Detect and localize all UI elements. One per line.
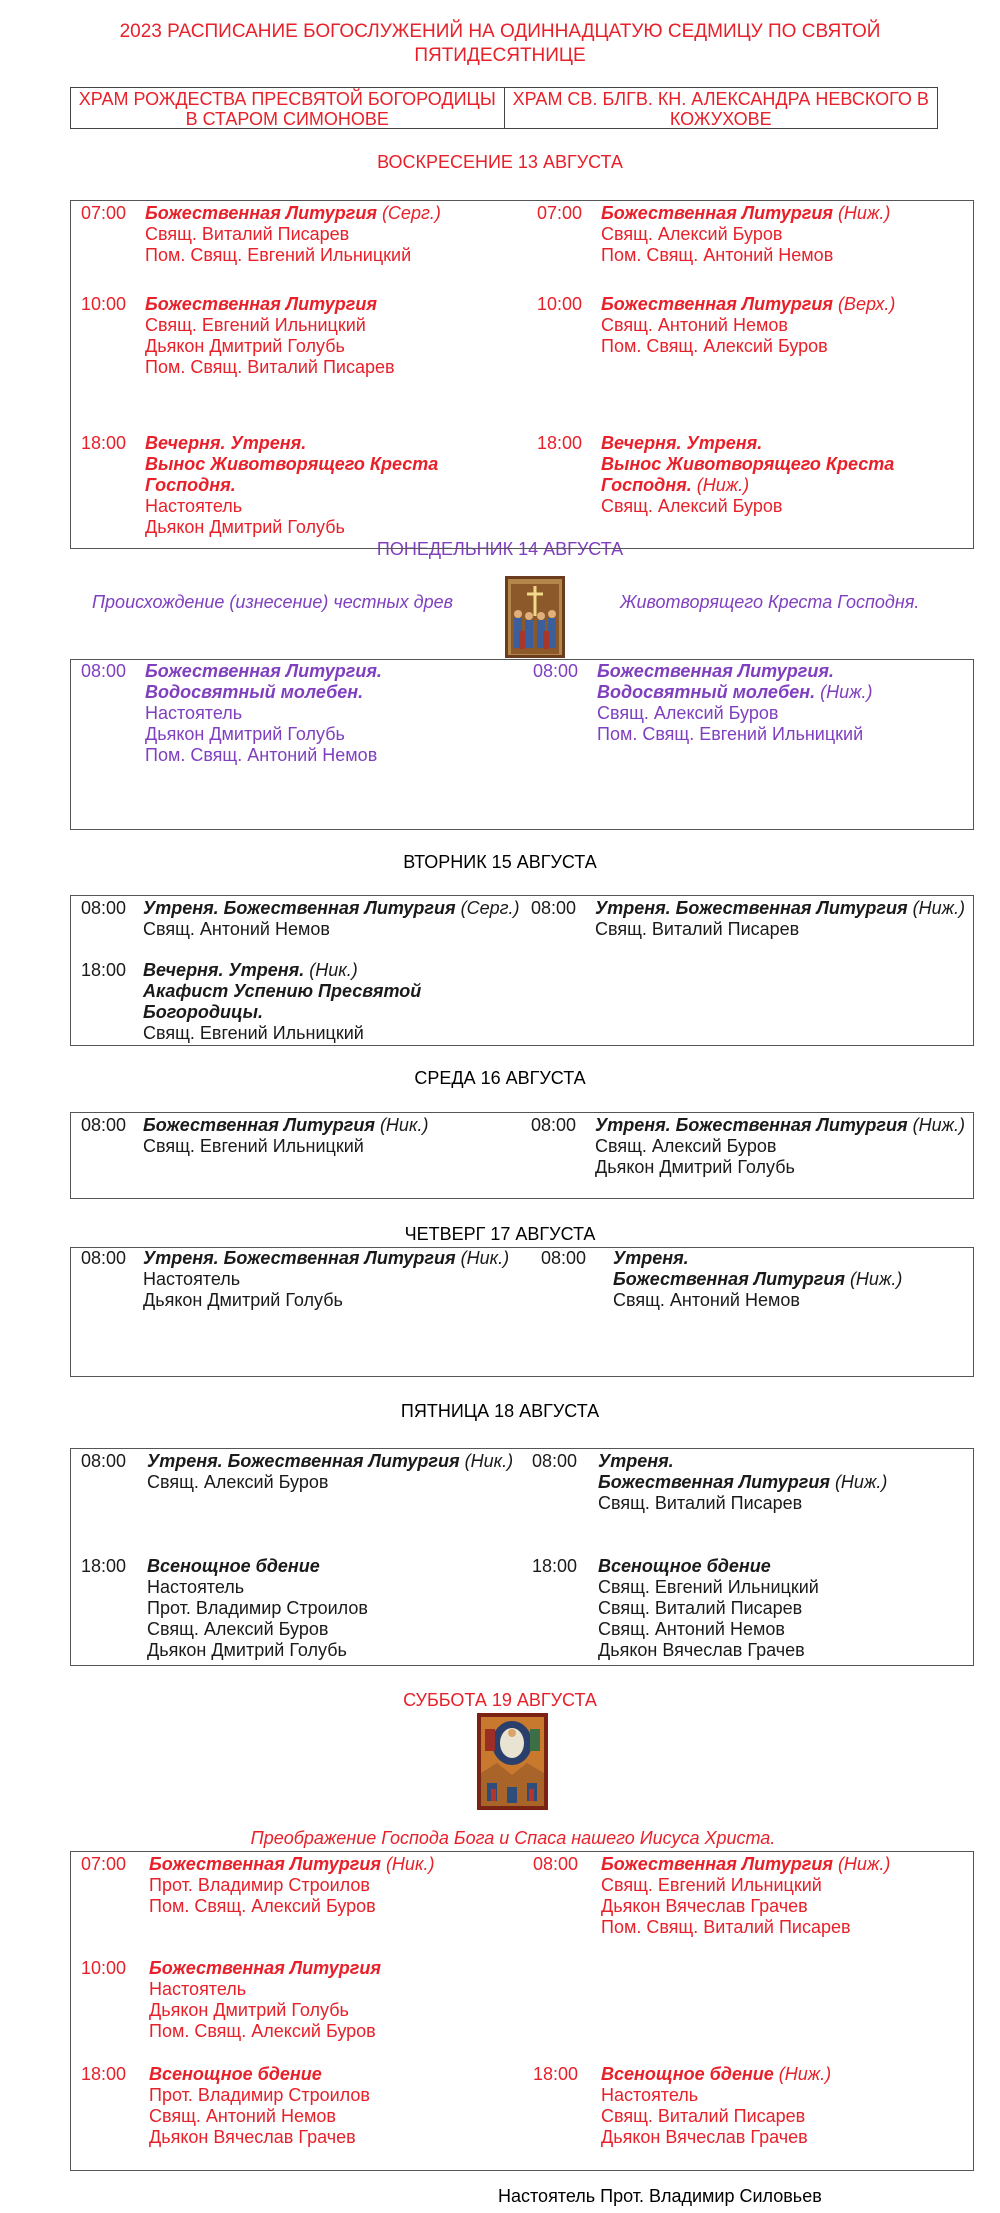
clergy-line: Свящ. Алексий Буров <box>601 224 783 244</box>
clergy-line: Свящ. Евгений Ильницкий <box>145 315 366 335</box>
service-name: Акафист Успению Пресвятой <box>143 981 422 1001</box>
service-note: (Ник.) <box>460 1248 510 1268</box>
service-name: Вечерня. Утреня. <box>145 433 307 453</box>
clergy-line: Свящ. Алексий Буров <box>595 1136 777 1156</box>
procession-cross-icon <box>505 576 565 658</box>
clergy-line: Свящ. Алексий Буров <box>147 1619 329 1639</box>
service-note: (Серг.) <box>460 898 520 918</box>
service-name: Утреня. Божественная Литургия <box>595 1115 908 1135</box>
service-name: Утреня. <box>613 1248 689 1268</box>
saturday-box <box>70 1851 974 2171</box>
service-name: Всенощное бдение <box>147 1556 320 1576</box>
clergy-line: Свящ. Алексий Буров <box>601 496 783 516</box>
clergy-line: Свящ. Антоний Немов <box>149 2106 336 2126</box>
service-time: 10:00 <box>81 294 127 314</box>
clergy-line: Свящ. Виталий Писарев <box>598 1598 803 1618</box>
clergy-line: Дьякон Дмитрий Голубь <box>145 517 345 537</box>
clergy-line: Пом. Свящ. Алексий Буров <box>149 1896 376 1916</box>
service-name: Божественная Литургия <box>145 294 377 314</box>
service-name: Божественная Литургия <box>145 203 377 223</box>
clergy-line: Дьякон Дмитрий Голубь <box>143 1290 343 1310</box>
clergy-line: Свящ. Евгений Ильницкий <box>598 1577 819 1597</box>
service-time: 07:00 <box>537 203 583 223</box>
service-name: Господня. <box>601 475 692 495</box>
day-heading-thursday: ЧЕТВЕРГ 17 АВГУСТА <box>404 1224 596 1244</box>
clergy-line: Дьякон Вячеслав Грачев <box>598 1640 805 1660</box>
thursday-box <box>70 1247 974 1377</box>
service-name: Утреня. Божественная Литургия <box>143 898 456 918</box>
service-note: (Ниж.) <box>912 898 965 918</box>
clergy-line: Свящ. Антоний Немов <box>143 919 330 939</box>
service-time: 18:00 <box>81 433 127 453</box>
clergy-line: Дьякон Дмитрий Голубь <box>595 1157 795 1177</box>
day-heading-monday: ПОНЕДЕЛЬНИК 14 АВГУСТА <box>376 539 624 559</box>
clergy-line: Пом. Свящ. Антоний Немов <box>145 745 378 765</box>
clergy-line: Свящ. Антоний Немов <box>601 315 788 335</box>
service-name: Всенощное бдение <box>149 2064 322 2084</box>
service-note: (Ниж.) <box>837 203 891 223</box>
clergy-line: Пом. Свящ. Антоний Немов <box>601 245 834 265</box>
clergy-line: Свящ. Виталий Писарев <box>145 224 350 244</box>
service-time: 07:00 <box>81 1854 127 1874</box>
service-time: 07:00 <box>81 203 127 223</box>
feast-monday-left: Происхождение (изнесение) честных древ <box>92 592 454 612</box>
service-time: 08:00 <box>81 1115 127 1135</box>
clergy-line: Настоятель <box>149 1979 247 1999</box>
service-name: Утреня. Божественная Литургия <box>147 1451 460 1471</box>
day-heading-saturday: СУББОТА 19 АВГУСТА <box>403 1690 597 1710</box>
clergy-line: Свящ. Евгений Ильницкий <box>143 1023 364 1043</box>
clergy-line: Дьякон Дмитрий Голубь <box>145 724 345 744</box>
service-note: (Ниж.) <box>837 1854 891 1874</box>
service-name: Вечерня. Утреня. <box>601 433 763 453</box>
service-name: Господня. <box>145 475 236 495</box>
clergy-line: Настоятель <box>143 1269 241 1289</box>
clergy-line: Прот. Владимир Строилов <box>147 1598 368 1618</box>
service-name: Божественная Литургия <box>598 1472 830 1492</box>
service-note: (Ник.) <box>309 960 358 980</box>
service-name: Водосвятный молебен. <box>145 682 364 702</box>
service-name: Утреня. Божественная Литургия <box>143 1248 456 1268</box>
service-note: (Ник.) <box>464 1451 514 1471</box>
day-heading-friday: ПЯТНИЦА 18 АВГУСТА <box>400 1401 600 1421</box>
clergy-line: Дьякон Вячеслав Грачев <box>601 1896 808 1916</box>
clergy-line: Дьякон Дмитрий Голубь <box>145 336 345 356</box>
service-name: Богородицы. <box>143 1002 264 1022</box>
page-title: 2023 РАСПИСАНИЕ БОГОСЛУЖЕНИЙ НА ОДИННАДЦАТУЮ СЕДМИЦУ ПО СВЯТОЙ ПЯТИДЕСЯТНИЦЕ <box>119 21 881 66</box>
service-note: (Ниж.) <box>912 1115 965 1135</box>
service-name: Всенощное бдение <box>598 1556 771 1576</box>
clergy-line: Свящ. Виталий Писарев <box>595 919 800 939</box>
clergy-line: Настоятель <box>147 1577 245 1597</box>
service-time: 08:00 <box>532 1451 578 1471</box>
service-time: 18:00 <box>81 1556 127 1576</box>
service-name: Божественная Литургия <box>613 1269 845 1289</box>
clergy-line: Свящ. Евгений Ильницкий <box>143 1136 364 1156</box>
clergy-line: Настоятель <box>601 2085 699 2105</box>
monday-box <box>70 659 974 830</box>
service-time: 08:00 <box>81 661 127 681</box>
service-name: Всенощное бдение <box>601 2064 774 2084</box>
service-note: (Верх.) <box>837 294 896 314</box>
service-time: 10:00 <box>537 294 583 314</box>
service-time: 18:00 <box>81 2064 127 2084</box>
clergy-line: Свящ. Антоний Немов <box>613 1290 800 1310</box>
service-note: (Ниж.) <box>696 475 750 495</box>
feast-monday-right: Животворящего Креста Господня. <box>620 592 920 612</box>
friday-box <box>70 1448 974 1666</box>
sunday-box <box>70 200 974 549</box>
service-name: Водосвятный молебен. <box>597 682 816 702</box>
signature: Настоятель Прот. Владимир Силовьев <box>498 2186 822 2206</box>
clergy-line: Дьякон Дмитрий Голубь <box>147 1640 347 1660</box>
service-note: (Серг.) <box>381 203 441 223</box>
service-name: Утреня. Божественная Литургия <box>595 898 908 918</box>
service-name: Утреня. <box>598 1451 674 1471</box>
service-time: 08:00 <box>81 898 127 918</box>
service-name: Вынос Животворящего Креста <box>601 454 895 474</box>
clergy-line: Дьякон Вячеслав Грачев <box>149 2127 356 2147</box>
clergy-line: Свящ. Виталий Писарев <box>598 1493 803 1513</box>
clergy-line: Свящ. Виталий Писарев <box>601 2106 806 2126</box>
clergy-line: Свящ. Алексий Буров <box>147 1472 329 1492</box>
service-time: 08:00 <box>81 1248 127 1268</box>
service-time: 08:00 <box>81 1451 127 1471</box>
clergy-line: Свящ. Антоний Немов <box>598 1619 785 1639</box>
clergy-line: Настоятель <box>145 496 243 516</box>
service-name: Вынос Животворящего Креста <box>145 454 439 474</box>
service-time: 18:00 <box>537 433 583 453</box>
service-time: 10:00 <box>81 1958 127 1978</box>
service-name: Божественная Литургия <box>149 1958 381 1978</box>
clergy-line: Пом. Свящ. Алексий Буров <box>601 336 828 356</box>
day-heading-wednesday: СРЕДА 16 АВГУСТА <box>414 1068 586 1088</box>
service-time: 18:00 <box>533 2064 579 2084</box>
transfiguration-icon <box>477 1713 548 1810</box>
clergy-line: Пом. Свящ. Алексий Буров <box>149 2021 376 2041</box>
churches-header <box>70 87 938 129</box>
service-time: 18:00 <box>532 1556 578 1576</box>
clergy-line: Пом. Свящ. Виталий Писарев <box>145 357 395 377</box>
clergy-line: Дьякон Дмитрий Голубь <box>149 2000 349 2020</box>
service-name: Божественная Литургия <box>601 294 833 314</box>
day-heading-tuesday: ВТОРНИК 15 АВГУСТА <box>403 852 597 872</box>
clergy-line: Пом. Свящ. Евгений Ильницкий <box>145 245 412 265</box>
tuesday-box <box>70 895 974 1046</box>
clergy-line: Настоятель <box>145 703 243 723</box>
clergy-line: Дьякон Вячеслав Грачев <box>601 2127 808 2147</box>
service-time: 08:00 <box>541 1248 587 1268</box>
service-time: 08:00 <box>531 898 577 918</box>
service-time: 08:00 <box>533 1854 579 1874</box>
feast-saturday: Преображение Господа Бога и Спаса нашего Иисуса Христа. <box>250 1828 776 1848</box>
day-heading-sunday: ВОСКРЕСЕНИЕ 13 АВГУСТА <box>377 152 623 172</box>
service-time: 08:00 <box>531 1115 577 1135</box>
church-right: ХРАМ СВ. БЛГВ. КН. АЛЕКСАНДРА НЕВСКОГО В КОЖУХОВЕ <box>512 89 929 129</box>
clergy-line: Пом. Свящ. Евгений Ильницкий <box>597 724 864 744</box>
service-name: Божественная Литургия. <box>145 661 382 681</box>
wednesday-box <box>70 1112 974 1199</box>
church-left: ХРАМ РОЖДЕСТВА ПРЕСВЯТОЙ БОГОРОДИЦЫ В СТАРОМ СИМОНОВЕ <box>71 88 505 128</box>
clergy-line: Прот. Владимир Строилов <box>149 2085 370 2105</box>
service-note: (Ниж.) <box>820 682 873 702</box>
clergy-line: Свящ. Евгений Ильницкий <box>601 1875 822 1895</box>
service-note: (Ниж.) <box>834 1472 888 1492</box>
service-name: Божественная Литургия. <box>597 661 834 681</box>
service-time: 18:00 <box>81 960 127 980</box>
service-note: (Ник.) <box>379 1115 429 1135</box>
service-name: Вечерня. Утреня. <box>143 960 305 980</box>
clergy-line: Пом. Свящ. Виталий Писарев <box>601 1917 851 1937</box>
service-name: Божественная Литургия <box>149 1854 381 1874</box>
clergy-line: Прот. Владимир Строилов <box>149 1875 370 1895</box>
service-name: Божественная Литургия <box>601 1854 833 1874</box>
service-note: (Ник.) <box>385 1854 435 1874</box>
service-time: 08:00 <box>533 661 579 681</box>
service-note: (Ниж.) <box>849 1269 903 1289</box>
service-name: Божественная Литургия <box>143 1115 375 1135</box>
service-note: (Ниж.) <box>778 2064 832 2084</box>
service-name: Божественная Литургия <box>601 203 833 223</box>
clergy-line: Свящ. Алексий Буров <box>597 703 779 723</box>
